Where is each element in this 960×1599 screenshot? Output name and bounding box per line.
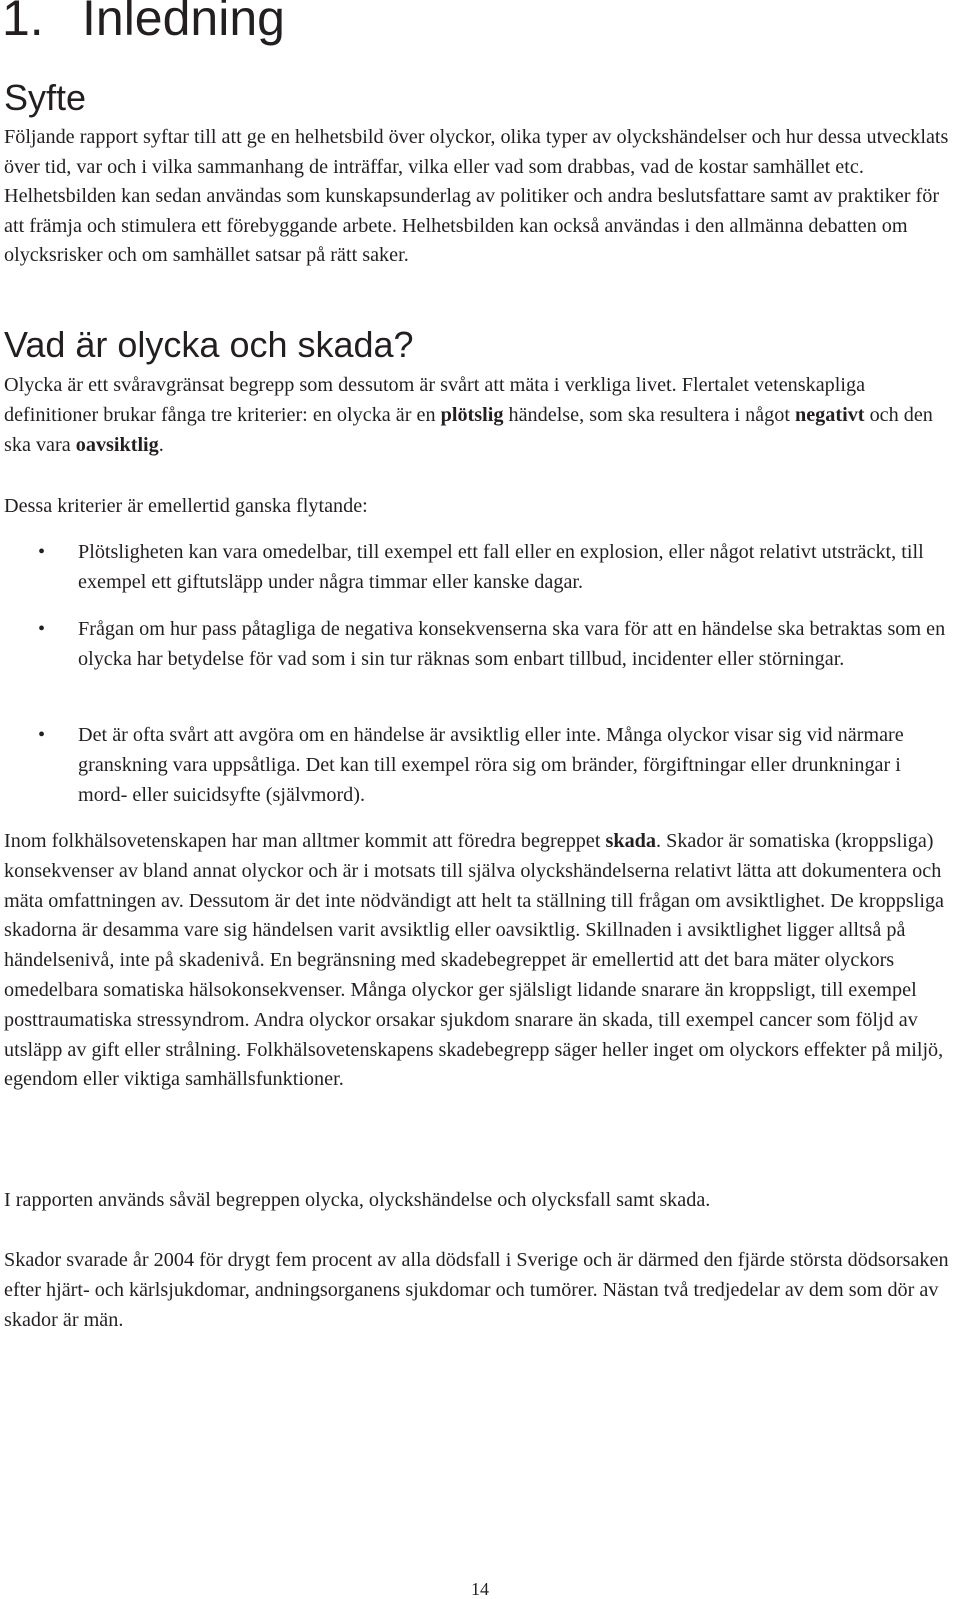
statistics-paragraph: Skador svarade år 2004 för drygt fem procent av alla dödsfall i Sverige och är därmed den fjärde största dödsorsaken efter hjärt- och kärlsjukdomar, andningsorganens sjukdomar och tumörer. Nästan två tredjedelar av dem som dör av skador är män. <box>4 1249 949 1331</box>
skada-text: . Skador är somatiska (kroppsliga) konsekvenser av bland annat olyckor och är i motsats till själva olyckshändelserna relativt lätta att dokumentera och mäta omfattningen av. Dessutom är det inte nödvändigt att helt ta ställning till frågan om avsiktlighet. De kroppsliga skadorna är desamma vare sig händelsen varit avsiktlig eller oavsiktlig. Skillnaden i avsiktlighet ligger alltså på händelsenivå, inte på skadenivå. En begränsning med skadebegreppet är emellertid att det bara mäter olyckors omedelbara somatiska hälsokonsekvenser. Många olyckor ger själsligt lidande snarare än kroppsligt, till exempel posttraumatiska stressyndrom. Andra olyckor orsakar sjukdom snarare än skada, till exempel cancer som följd av utsläpp av gift eller strålning. Folkhälsovetenskapens skadebegrepp säger heller inget om olyckors effekter på miljö, egendom eller viktiga samhällsfunktioner. <box>4 830 944 1091</box>
bullet-item-2 <box>0 615 956 675</box>
definition-text: och den ska vara <box>4 403 933 456</box>
bullet-item-1 <box>0 538 956 598</box>
definition-text: . <box>158 433 164 456</box>
section-heading-olycka: Vad är olycka och skada? <box>4 324 414 365</box>
term-skada: skada <box>605 830 656 852</box>
olycka-definition-paragraph <box>4 371 952 460</box>
definition-text: händelse, som ska resultera i något <box>503 403 795 426</box>
chapter-number: 1. <box>2 0 44 46</box>
bullet-item-3 <box>0 721 956 810</box>
bullet-marker: • <box>38 541 46 563</box>
criterion-negativt: negativt <box>794 403 865 426</box>
bullet-marker: • <box>38 618 46 640</box>
bullet-text: Plötsligheten kan vara omedelbar, till exempel ett fall eller en explosion, eller något relativt utsträckt, till exempel ett giftutsläpp under några timmar eller kanske dagar. <box>78 541 924 593</box>
bullet-text: Det är ofta svårt att avgöra om en händelse är avsiktlig eller inte. Många olyckor visar sig vid närmare granskning vara uppsåtliga. Det kan till exempel röra sig om bränder, förgiftningar eller drunkningar i mord- eller suicidsyfte (självmord). <box>78 724 904 806</box>
page-number: 14 <box>471 1579 489 1599</box>
chapter-title <box>2 0 285 48</box>
section-heading-syfte: Syfte <box>4 77 87 118</box>
criterion-oavsiktlig: oavsiktlig <box>75 433 159 456</box>
skada-text: Inom folkhälsovetenskapen har man alltmer kommit att föredra begreppet <box>4 830 606 852</box>
terms-paragraph: I rapporten används såväl begreppen olycka, olyckshändelse och olycksfall samt skada. <box>4 1189 711 1211</box>
criterion-plotslig: plötslig <box>440 403 504 426</box>
criteria-lead: Dessa kriterier är emellertid ganska flytande: <box>4 495 368 517</box>
skada-paragraph <box>4 827 952 1095</box>
syfte-paragraph: Följande rapport syftar till att ge en helhetsbild över olyckor, olika typer av olyckshändelser och hur dessa utvecklats över tid, var och i vilka sammanhang de inträffar, vilka eller vad som drabbas, vad de kostar samhället etc. Helhetsbilden kan sedan användas som kunskapsunderlag av politiker och andra beslutsfattare samt av praktiker för att främja och stimulera ett förebyggande arbete. Helhetsbilden kan också användas i den allmänna debatten om olycksrisker och om samhället satsar på rätt saker. <box>4 126 949 266</box>
bullet-marker: • <box>38 724 46 746</box>
definition-text: Olycka är ett svåravgränsat begrepp som dessutom är svårt att mäta i verkliga livet. Flertalet vetenskapliga definitioner brukar fånga tre kriterier: en olycka är en <box>4 374 866 426</box>
bullet-text: Frågan om hur pass påtagliga de negativa konsekvenserna ska vara för att en händelse ska betraktas som en olycka har betydelse för vad som i sin tur räknas som enbart tillbud, incidenter eller störningar. <box>78 618 946 670</box>
chapter-title-text: Inledning <box>82 0 285 46</box>
